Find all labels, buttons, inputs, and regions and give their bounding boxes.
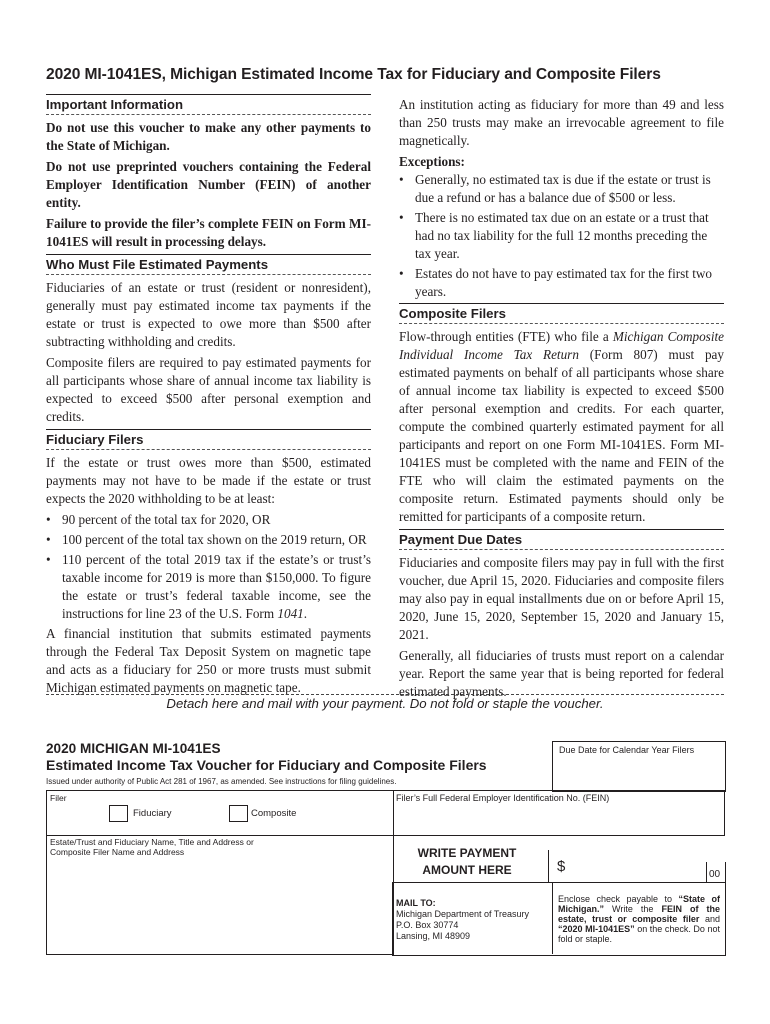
due-date-box[interactable] [552, 741, 726, 792]
due-date-label: Due Date for Calendar Year Filers [559, 745, 695, 755]
cents-field[interactable] [706, 862, 726, 883]
filer-type-box [46, 790, 394, 836]
bullet-icon: • [399, 266, 404, 281]
list-item [46, 511, 371, 529]
right-column [399, 96, 724, 704]
composite-return-name: Michigan Composite Individual Income Tax Return [399, 329, 724, 362]
who-must-file-para-2: Composite filers are required to pay estimated payments for all participants whose share of annual income tax liability is expected to exceed $500 after personal exemption and credits. [46, 355, 371, 424]
bullet-icon: • [399, 210, 404, 225]
bullet-icon: • [46, 552, 51, 567]
list-item-end: . [303, 606, 308, 621]
fiduciary-label: Fiduciary [133, 808, 172, 819]
list-item-text: 90 percent of the total tax for 2020, OR [62, 512, 271, 527]
list-item-text: 100 percent of the total tax shown on the 2019 return, OR [62, 532, 367, 547]
list-item [46, 551, 371, 623]
page-title: 2020 MI-1041ES, Michigan Estimated Income Tax for Fiduciary and Composite Filers [46, 66, 661, 83]
fiduciary-final-para: A financial institution that submits estimated payments through the Federal Tax Deposit System on magnetic tape and acts as a fiduciary for 250 or more trusts must submit Michigan estimated payments on magnetic tape. [46, 626, 371, 695]
composite-checkbox[interactable] [229, 805, 248, 822]
list-item [399, 209, 724, 263]
voucher-authority: Issued under authority of Public Act 281 of 1967, as amended. See instructions for filing guidelines. [46, 777, 397, 786]
voucher-subtitle: Estimated Income Tax Voucher for Fiduciary and Composite Filers [46, 757, 487, 773]
enclose-c: Write the [612, 904, 654, 914]
fein-label: Filer’s Full Federal Employer Identification No. (FEIN) [396, 793, 610, 803]
list-item-text: Generally, no estimated tax is due if the estate or trust is due a refund or has a balance due of $500 or less. [415, 172, 711, 205]
enclose-f: “2020 MI-1041ES” [558, 924, 635, 934]
who-must-file-para-1: Fiduciaries of an estate or trust (resident or nonresident), generally must pay estimated income tax payments if the estate or trust is expected to owe more than $500 after subtracting withholding and credits. [46, 280, 371, 349]
fiduciary-bullet-list [46, 511, 371, 623]
voucher-title: 2020 MICHIGAN MI-1041ES [46, 741, 221, 756]
cents-label: 00 [709, 869, 721, 880]
important-para-2: Do not use preprinted vouchers containing the Federal Employer Identification Number (FEIN) of another entity. [46, 159, 371, 210]
composite-label: Composite [251, 808, 297, 819]
composite-para-rest: (Form 807) must pay estimated payments on behalf of all participants whose share of annual income tax liability is expected to exceed $500 after personal exemption and credits. For each quarter, compute the combined quarterly estimated payment for all participants and report on one Form MI-1041ES. Form MI-1041ES must be completed with the name and FEIN of the FTE who will claim the estimated payments on the composite return. Estimated payments should only be remitted for participants of a composite return. [399, 347, 724, 524]
section-heading-fiduciary-filers: Fiduciary Filers [46, 429, 371, 450]
important-para-3: Failure to provide the filer’s complete FEIN on Form MI-1041ES will result in processing delays. [46, 216, 371, 249]
enclose-a: Enclose check payable to [558, 894, 672, 904]
enclose-d: FEIN of the estate, trust or composite filer [558, 904, 720, 924]
write-payment-label [392, 845, 542, 879]
left-column [46, 94, 371, 700]
list-item-text: 110 percent of the total 2019 tax if the estate’s or trust’s taxable income for 2019 is more than $150,000. To figure the estate or trust’s federal taxable income, see the instructions for line 23 of the U.S. Form [62, 552, 371, 621]
important-para-1: Do not use this voucher to make any other payments to the State of Michigan. [46, 120, 371, 153]
mail-to-label: MAIL TO: [396, 898, 436, 908]
enclose-b: “State of Michigan.” [558, 894, 720, 914]
mail-address-line-2: P.O. Box 30774 [396, 920, 459, 930]
exceptions-label: Exceptions: [399, 154, 465, 169]
exceptions-list [399, 171, 724, 301]
bullet-icon: • [399, 172, 404, 187]
mail-address-line-1: Michigan Department of Treasury [396, 909, 530, 919]
dollar-sign: $ [557, 858, 566, 875]
list-item-text: Estates do not have to pay estimated tax for the first two years. [415, 266, 713, 299]
composite-para [399, 328, 724, 526]
bullet-icon: • [46, 512, 51, 527]
fein-field[interactable] [392, 790, 725, 836]
composite-para-start: Flow-through entities (FTE) who file a [399, 329, 609, 344]
section-heading-payment-due-dates: Payment Due Dates [399, 529, 724, 550]
section-heading-important: Important Information [46, 94, 371, 115]
payment-amount-field[interactable] [548, 850, 707, 883]
write-payment-line-1: WRITE PAYMENT [417, 846, 517, 860]
filer-label: Filer [50, 793, 67, 803]
due-dates-para-1: Fiduciaries and composite filers may pay in full with the first voucher, due April 15, 2020. Fiduciaries and composite filers may also pay in equal installments due on or before April 15, 2020, June 15, 2020, September 15, 2020 and January 15, 2021. [399, 555, 724, 642]
enclose-instructions [558, 894, 720, 944]
bullet-icon: • [46, 532, 51, 547]
fiduciary-checkbox[interactable] [109, 805, 128, 822]
section-heading-composite-filers: Composite Filers [399, 303, 724, 324]
mail-address-line-3: Lansing, MI 48909 [396, 931, 471, 941]
institution-para: An institution acting as fiduciary for more than 49 and less than 250 trusts may make an irrevocable agreement to file magnetically. [399, 97, 724, 148]
list-item [399, 265, 724, 301]
list-item [399, 171, 724, 207]
due-dates-para-2: Generally, all fiduciaries of trusts must report on a calendar year. Report the same year that is being reported for federal estimated payments. [399, 648, 724, 699]
list-item [46, 531, 371, 549]
detach-divider [46, 694, 724, 695]
fiduciary-intro: If the estate or trust owes more than $500, estimated payments may not have to be made if the estate or trust expects the 2020 withholding to be at least: [46, 455, 371, 506]
write-payment-line-2: AMOUNT HERE [422, 863, 512, 877]
enclose-e: and [704, 914, 720, 924]
name-address-label: Estate/Trust and Fiduciary Name, Title and Address or Composite Filer Name and Address [50, 837, 254, 857]
name-address-field[interactable] [46, 834, 394, 955]
detach-instruction: Detach here and mail with your payment. Do not fold or staple the voucher. [166, 696, 604, 711]
form-name: 1041 [277, 606, 304, 621]
mail-to-divider [552, 882, 553, 954]
section-heading-who-must-file: Who Must File Estimated Payments [46, 254, 371, 275]
mail-to-address [396, 898, 529, 942]
enclose-g: on the check. Do not fold or staple. [558, 924, 720, 944]
list-item-text: There is no estimated tax due on an estate or a trust that had no tax liability for the full 12 months preceding the tax year. [415, 210, 709, 261]
